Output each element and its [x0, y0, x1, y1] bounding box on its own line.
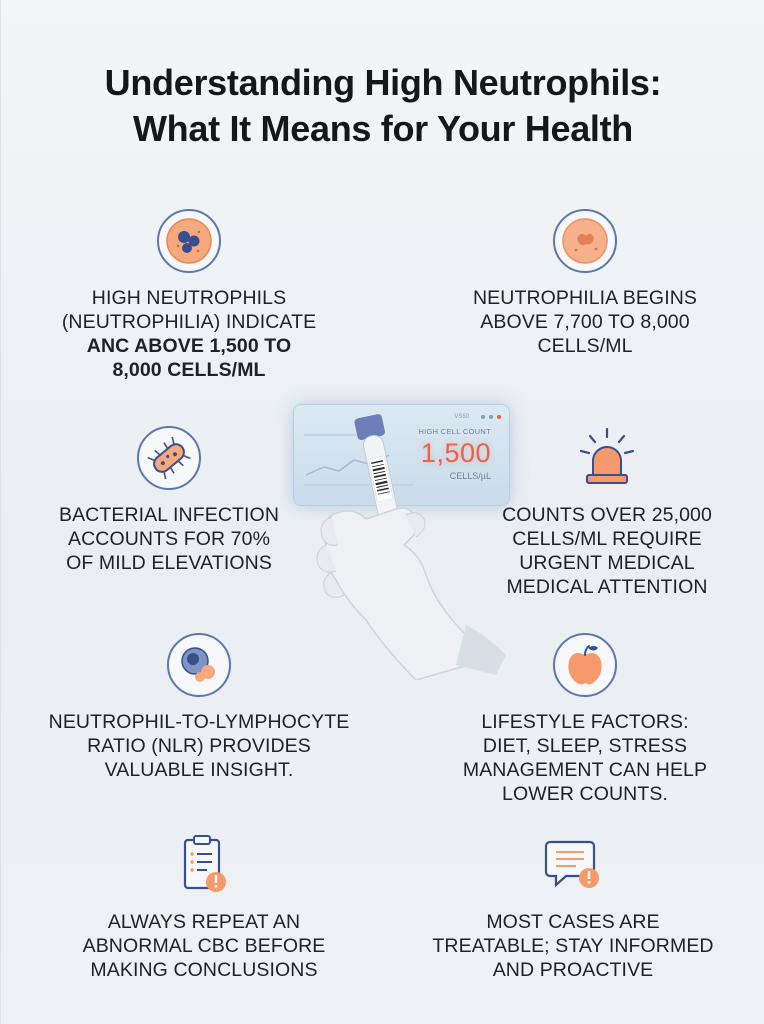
card-text: NEUTROPHIL-TO-LYMPHOCYTE — [48, 711, 350, 733]
card-text: ABOVE 7,700 TO 8,000 — [480, 311, 690, 333]
card-text: COUNTS OVER 25,000 — [502, 504, 712, 526]
card-text: LOWER COUNTS. — [502, 783, 668, 805]
card-urgent-counts — [437, 423, 764, 599]
apple-icon — [550, 630, 620, 700]
card-text: TREATABLE; STAY INFORMED — [432, 935, 714, 957]
card-neutrophilia-threshold — [415, 206, 755, 358]
card-text: OF MILD ELEVATIONS — [66, 552, 272, 574]
card-text: BACTERIAL INFECTION — [58, 504, 280, 526]
card-text: CELLS/ΜL REQUIRE — [512, 528, 702, 550]
monitor-corner-label: VS50 — [454, 414, 469, 420]
card-text: ABNORMAL CBC BEFORE — [82, 935, 326, 957]
chat-alert-icon — [538, 830, 608, 900]
clipboard-alert-icon — [169, 830, 239, 900]
title-line-2: What It Means for Your Health — [132, 108, 633, 149]
monitor-unit: CELLS/µL — [449, 471, 491, 481]
card-text: RATIO (NLR) PROVIDES — [87, 735, 311, 757]
page-title — [1, 60, 764, 152]
card-text: LIFESTYLE FACTORS: — [481, 711, 689, 733]
card-text: ALWAYS REPEAT AN — [107, 911, 301, 933]
card-text: MAKING CONCLUSIONS — [90, 959, 318, 981]
card-text: (NEUTROPHILIA) INDICATE — [61, 311, 317, 333]
neutrophil-cell-icon — [154, 206, 224, 276]
bacteria-icon — [134, 423, 204, 493]
monitor-label: HIGH CELL COUNT — [418, 427, 491, 436]
card-text: CELLS/ΜL — [537, 335, 633, 357]
card-bacterial-infection — [0, 423, 339, 575]
card-text: HIGH NEUTROPHILS — [91, 287, 287, 309]
card-text: 8,000 CELLS/ΜL — [112, 359, 266, 381]
card-repeat-cbc — [34, 830, 374, 982]
card-text: AND PROACTIVE — [492, 959, 654, 981]
monitor-value: 1,500 — [420, 438, 491, 468]
lymphocyte-ratio-icon — [164, 630, 234, 700]
card-high-neutrophils — [19, 206, 359, 382]
alarm-siren-icon — [572, 423, 642, 493]
card-text: MOST CASES ARE — [486, 911, 660, 933]
card-treatable — [403, 830, 743, 982]
card-text: NEUTROPHILIA BEGINS — [472, 287, 698, 309]
card-text: URGENT MEDICAL — [519, 552, 695, 574]
title-line-1: Understanding High Neutrophils: — [104, 62, 662, 103]
card-text: MEDICAL ATTENTION — [506, 576, 708, 598]
card-text: ACCOUNTS FOR 70% — [67, 528, 271, 550]
card-lifestyle-factors — [415, 630, 755, 806]
card-text: DIET, SLEEP, STRESS — [482, 735, 688, 757]
card-text: ANC ABOVE 1,500 TO — [86, 335, 292, 357]
card-nlr-ratio — [29, 630, 369, 782]
cell-icon — [550, 206, 620, 276]
card-text: MANAGEMENT CAN HELP — [462, 759, 708, 781]
card-text: VALUABLE INSIGHT. — [104, 759, 294, 781]
